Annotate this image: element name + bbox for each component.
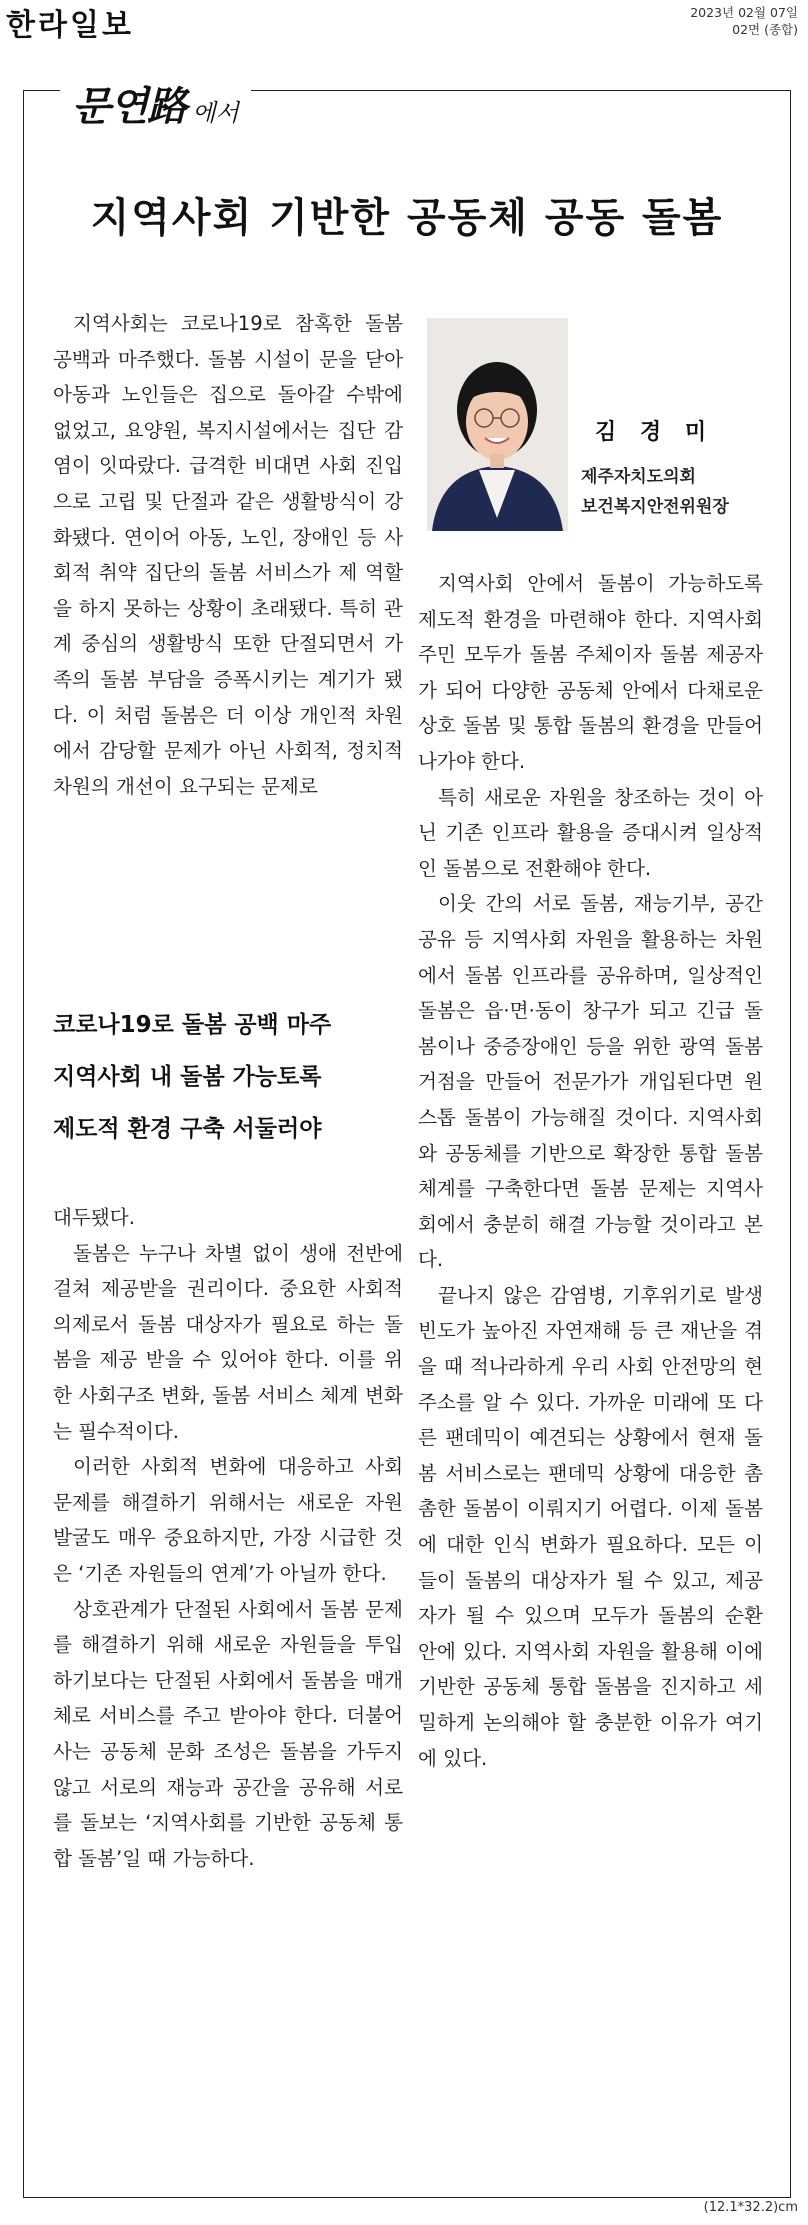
headline: 지역사회 기반한 공동체 공동 돌봄 (90, 195, 724, 241)
article-column-left-bottom (53, 1200, 403, 1876)
pullquote-line: 지역사회 내 돌봄 가능토록 (53, 1064, 322, 1090)
author-committee: 보건복지안전위원장 (581, 497, 729, 517)
paragraph: 지역사회 안에서 돌봄이 가능하도록 제도적 환경을 마련해야 한다. 지역사회 주민 모두가 돌봄 주체이자 돌봄 제공자가 되어 다양한 공동체 안에서 다채로운 상호 돌봄 및 통합 돌봄의 환경을 만들어 나가야 한다. (418, 572, 763, 773)
article-column-right (418, 566, 763, 1776)
issue-date: 2023년 02월 07일 (690, 5, 798, 20)
paragraph: 특히 새로운 자원을 창조하는 것이 아닌 기존 인프라 활용을 증대시켜 일상적인 돌봄으로 전환해야 한다. (418, 785, 763, 880)
dateline (690, 4, 798, 38)
article-column-left-top (53, 306, 403, 804)
column-name (60, 76, 251, 132)
author-portrait-image (427, 318, 568, 531)
masthead-logo: 한라일보 (6, 8, 134, 43)
paragraph: 대두됐다. (53, 1206, 135, 1229)
column-name-suffix: 에서 (192, 99, 239, 127)
paragraph: 돌봄은 누구나 차별 없이 생애 전반에 걸쳐 제공받을 권리이다. 중요한 사회적 의제로서 돌봄 대상자가 필요로 하는 돌봄을 제공 받을 수 있어야 한다. 이를 위한 사회구조 변화, 돌봄 서비스 체계 변화는 필수적이다. (53, 1241, 403, 1443)
author-photo (427, 318, 568, 531)
paragraph: 상호관계가 단절된 사회에서 돌봄 문제를 해결하기 위해 새로운 자원들을 투입하기보다는 단절된 사회에서 돌봄을 매개체로 서비스를 주고 받아야 한다. 더불어 사는 공동체 문화 조성은 돌봄을 가두지 않고 서로의 재능과 공간을 공유해 서로를 돌보는 ‘지역사회를 기반한 공동체 통합 돌봄’일 때 가능하다. (53, 1597, 403, 1870)
paragraph: 끝나지 않은 감염병, 기후위기로 발생 빈도가 높아진 자연재해 등 큰 재난을 겪을 때 적나라하게 우리 사회 안전망의 현주소를 알 수 있다. 가까운 미래에 또 다른 팬데믹이 예견되는 상황에서 현재 돌봄 서비스로는 팬데믹 상황에 대응한 촘촘한 돌봄이 이뤄지기 어렵다. 이제 돌봄에 대한 인식 변화가 필요하다. 모든 이들이 돌봄의 대상자가 될 수 있고, 제공자가 될 수 있으며 모두가 돌봄의 순환 안에 있다. 지역사회 자원을 활용해 이에 기반한 공동체 통합 돌봄을 진지하고 세밀하게 논의해야 할 충분한 이유가 여기에 있다. (418, 1283, 763, 1770)
paragraph: 지역사회는 코로나19로 참혹한 돌봄 공백과 마주했다. 돌봄 시설이 문을 닫아 아동과 노인들은 집으로 돌아갈 수밖에 없었고, 요양원, 복지시설에서는 집단 감염이 잇따랐다. 급격한 비대면 사회 진입으로 고립 및 단절과 같은 생활방식이 강화됐다. 연이어 아동, 노인, 장애인 등 사회적 취약 집단의 돌봄 서비스가 제 역할을 하지 못하는 상황이 초래됐다. 특히 관계 중심의 생활방식 또한 단절되면서 가족의 돌봄 부담을 증폭시키는 계기가 됐다. 이 처럼 돌봄은 더 이상 개인적 차원에서 감당할 문제가 아닌 사회적, 정치적 차원의 개선이 요구되는 문제로 (53, 312, 403, 798)
page-number: 02면 (종합) (732, 22, 798, 37)
pullquote (53, 1005, 413, 1161)
author-byline (581, 415, 729, 522)
paragraph: 이웃 간의 서로 돌봄, 재능기부, 공간 공유 등 지역사회 자원을 활용하는 차원에서 돌봄 인프라를 공유하며, 일상적인 돌봄은 읍·면·동이 창구가 되고 긴급 돌봄이나 중증장애인 등을 위한 광역 돌봄 거점을 만들어 전문가가 개입된다면 원스톱 돌봄이 가능해질 것이다. 지역사회와 공동체를 기반으로 확장한 통합 돌봄 체계를 구축한다면 돌봄 문제는 지역사회에서 충분히 해결 가능할 것이라고 본다. (418, 892, 763, 1272)
pullquote-line: 제도적 환경 구축 서둘러야 (53, 1116, 322, 1142)
author-name: 김 경 미 (595, 420, 715, 445)
clipping-size: (12.1*32.2)cm (703, 2200, 798, 2215)
author-affiliation: 제주자치도의회 (581, 467, 696, 487)
pullquote-line: 코로나19로 돌봄 공백 마주 (53, 1012, 332, 1038)
column-name-main: 문연路 (72, 83, 187, 130)
paragraph: 이러한 사회적 변화에 대응하고 사회 문제를 해결하기 위해서는 새로운 자원 발굴도 매우 중요하지만, 가장 시급한 것은 ‘기존 자원들의 연계’가 아닐까 한다. (53, 1455, 403, 1585)
